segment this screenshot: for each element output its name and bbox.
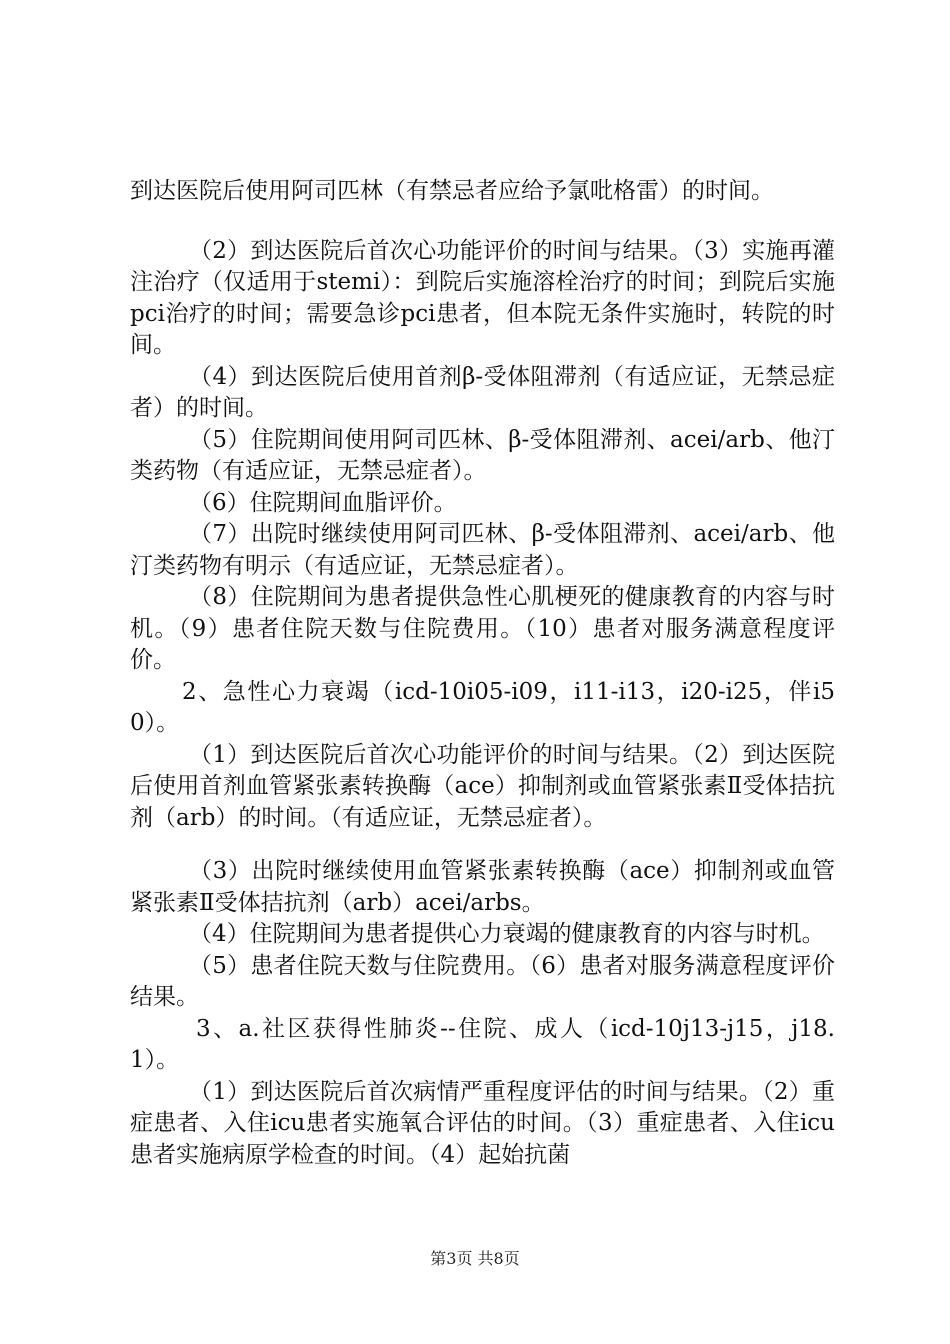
paragraph-item-5: （5）住院期间使用阿司匹林、β-受体阻滞剂、acei/arb、他汀类药物（有适应证，无禁忌症者）。	[130, 426, 835, 484]
section-heading-pneumonia: 3、a.社区获得性肺炎--住院、成人（icd-10j13-j15，j18.1）。	[130, 1015, 835, 1073]
paragraph-item-8-10: （8）住院期间为患者提供急性心肌梗死的健康教育的内容与时机。（9）患者住院天数与住院费用。（10）患者对服务满意程度评价。	[130, 584, 835, 673]
paragraph-item-6: （6）住院期间血脂评价。	[189, 489, 457, 516]
paragraph-hf-item-4: （4）住院期间为患者提供心力衰竭的健康教育的内容与时机。	[189, 921, 825, 947]
paragraph-hf-item-3: （3）出院时继续使用血管紧张素转换酶（ace）抑制剂或血管紧张素Ⅱ受体拮抗剂（arb）acei/arbs。	[130, 858, 835, 916]
paragraph-item-4: （4）到达医院后使用首剂β-受体阻滞剂（有适应证，无禁忌症者）的时间。	[130, 363, 835, 421]
paragraph-aspirin-time: 到达医院后使用阿司匹林（有禁忌者应给予氯吡格雷）的时间。	[130, 178, 774, 204]
paragraph-pneumonia-items: （1）到达医院后首次病情严重程度评估的时间与结果。（2）重症患者、入住icu患者实施氧合评估的时间。（3）重症患者、入住icu患者实施病原学检查的时间。（4）起始抗菌	[130, 1078, 835, 1168]
section-heading-heart-failure: 2、急性心力衰竭（icd-10i05-i09，i11-i13，i20-i25，伴i50）。	[130, 678, 835, 736]
paragraph-hf-item-1-2: （1）到达医院后首次心功能评价的时间与结果。（2）到达医院后使用首剂血管紧张素转换酶（ace）抑制剂或血管紧张素Ⅱ受体拮抗剂（arb）的时间。（有适应证，无禁忌症者）。	[130, 741, 835, 831]
paragraph-hf-item-5-6: （5）患者住院天数与住院费用。（6）患者对服务满意程度评价结果。	[130, 952, 835, 1010]
document-body	[130, 176, 835, 1171]
paragraph-item-2-3: （2）到达医院后首次心功能评价的时间与结果。（3）实施再灌注治疗（仅适用于stemi）：到院后实施溶栓治疗的时间；到院后实施pci治疗的时间；需要急诊pci患者，但本院无条件实施时，转院的时间。	[130, 237, 835, 358]
paragraph-item-7: （7）出院时继续使用阿司匹林、β-受体阻滞剂、acei/arb、他汀类药物有明示（有适应证，无禁忌症者）。	[130, 521, 835, 579]
page-footer: 第3页 共8页	[430, 1249, 520, 1268]
